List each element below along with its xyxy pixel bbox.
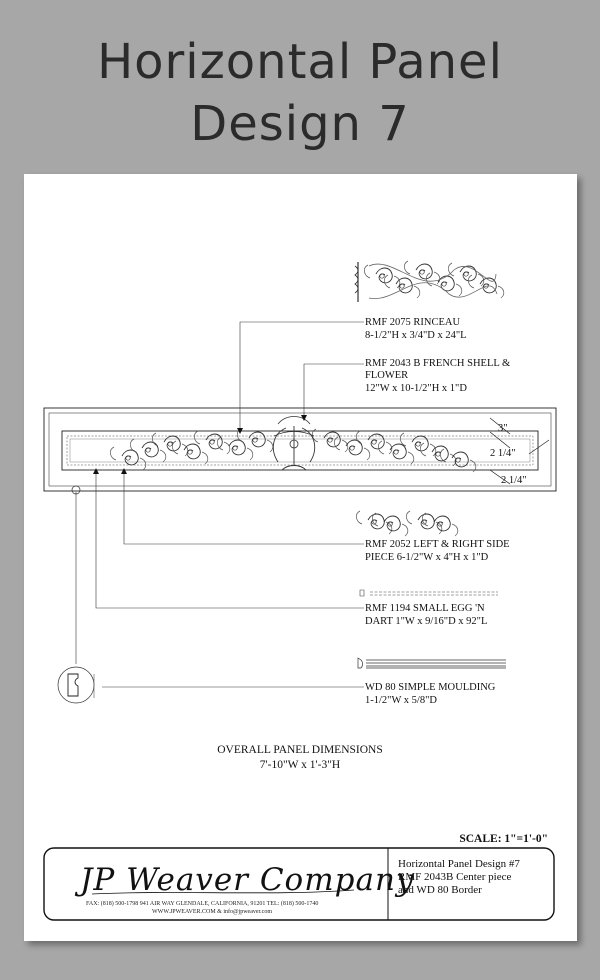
leader-lines xyxy=(76,322,364,687)
company-logo-text: JP Weaver Company xyxy=(80,862,415,898)
callout-side-line2: PIECE 6-1/2"W x 4"H x 1"D xyxy=(365,552,489,563)
callout-shell-line1: RMF 2043 B FRENCH SHELL & xyxy=(365,358,511,369)
panel-ornament xyxy=(110,417,475,473)
dimension-3in: 3" xyxy=(498,423,508,434)
callout-rinceau-line2: 8-1/2"H x 3/4"D x 24"L xyxy=(365,330,467,341)
callout-moulding-line2: 1-1/2"W x 5/8"D xyxy=(365,695,437,706)
title-block xyxy=(44,848,554,920)
egg-dart-sample xyxy=(360,590,498,596)
technical-drawing xyxy=(24,174,577,941)
callout-side-line1: RMF 2052 LEFT & RIGHT SIDE xyxy=(365,539,510,550)
callout-moulding-line1: WD 80 SIMPLE MOULDING xyxy=(365,682,496,693)
dimension-2-1-4-a: 2 1/4" xyxy=(490,448,516,459)
side-piece-sample xyxy=(356,511,457,536)
drawing-sheet xyxy=(24,174,577,941)
page-title-line2: Design 7 xyxy=(190,96,410,152)
moulding-sample xyxy=(358,658,506,668)
scale-label: SCALE: 1"=1'-0" xyxy=(459,833,548,845)
company-contact-line2: WWW.JPWEAVER.COM & info@jpweaver.com xyxy=(152,909,273,915)
panel-elevation xyxy=(44,408,556,491)
company-contact-line1: FAX: (818) 500-1798 941 AIR WAY GLENDALE, CALIFORNIA, 91201 TEL: (818) 500-1740 xyxy=(86,901,319,907)
title-desc-line2: RMF 2043B Center piece xyxy=(398,871,512,883)
overall-dimensions-heading: OVERALL PANEL DIMENSIONS xyxy=(217,744,383,756)
callout-egg-line2: DART 1"W x 9/16"D x 92"L xyxy=(365,616,488,627)
callout-rinceau-line1: RMF 2075 RINCEAU xyxy=(365,317,461,328)
callout-shell-line3: 12"W x 10-1/2"H x 1"D xyxy=(365,383,467,394)
overall-dimensions-value: 7'-10"W x 1'-3"H xyxy=(259,759,341,771)
title-desc-line1: Horizontal Panel Design #7 xyxy=(398,858,520,870)
callout-egg-line1: RMF 1194 SMALL EGG 'N xyxy=(365,603,485,614)
moulding-profile-detail xyxy=(58,667,94,703)
dimension-2-1-4-b: 2 1/4" xyxy=(501,475,527,486)
title-desc-line3: and WD 80 Border xyxy=(398,884,482,896)
callout-shell-line2: FLOWER xyxy=(365,370,409,381)
page-title-line1: Horizontal Panel xyxy=(97,34,503,90)
rinceau-sample xyxy=(355,261,504,302)
